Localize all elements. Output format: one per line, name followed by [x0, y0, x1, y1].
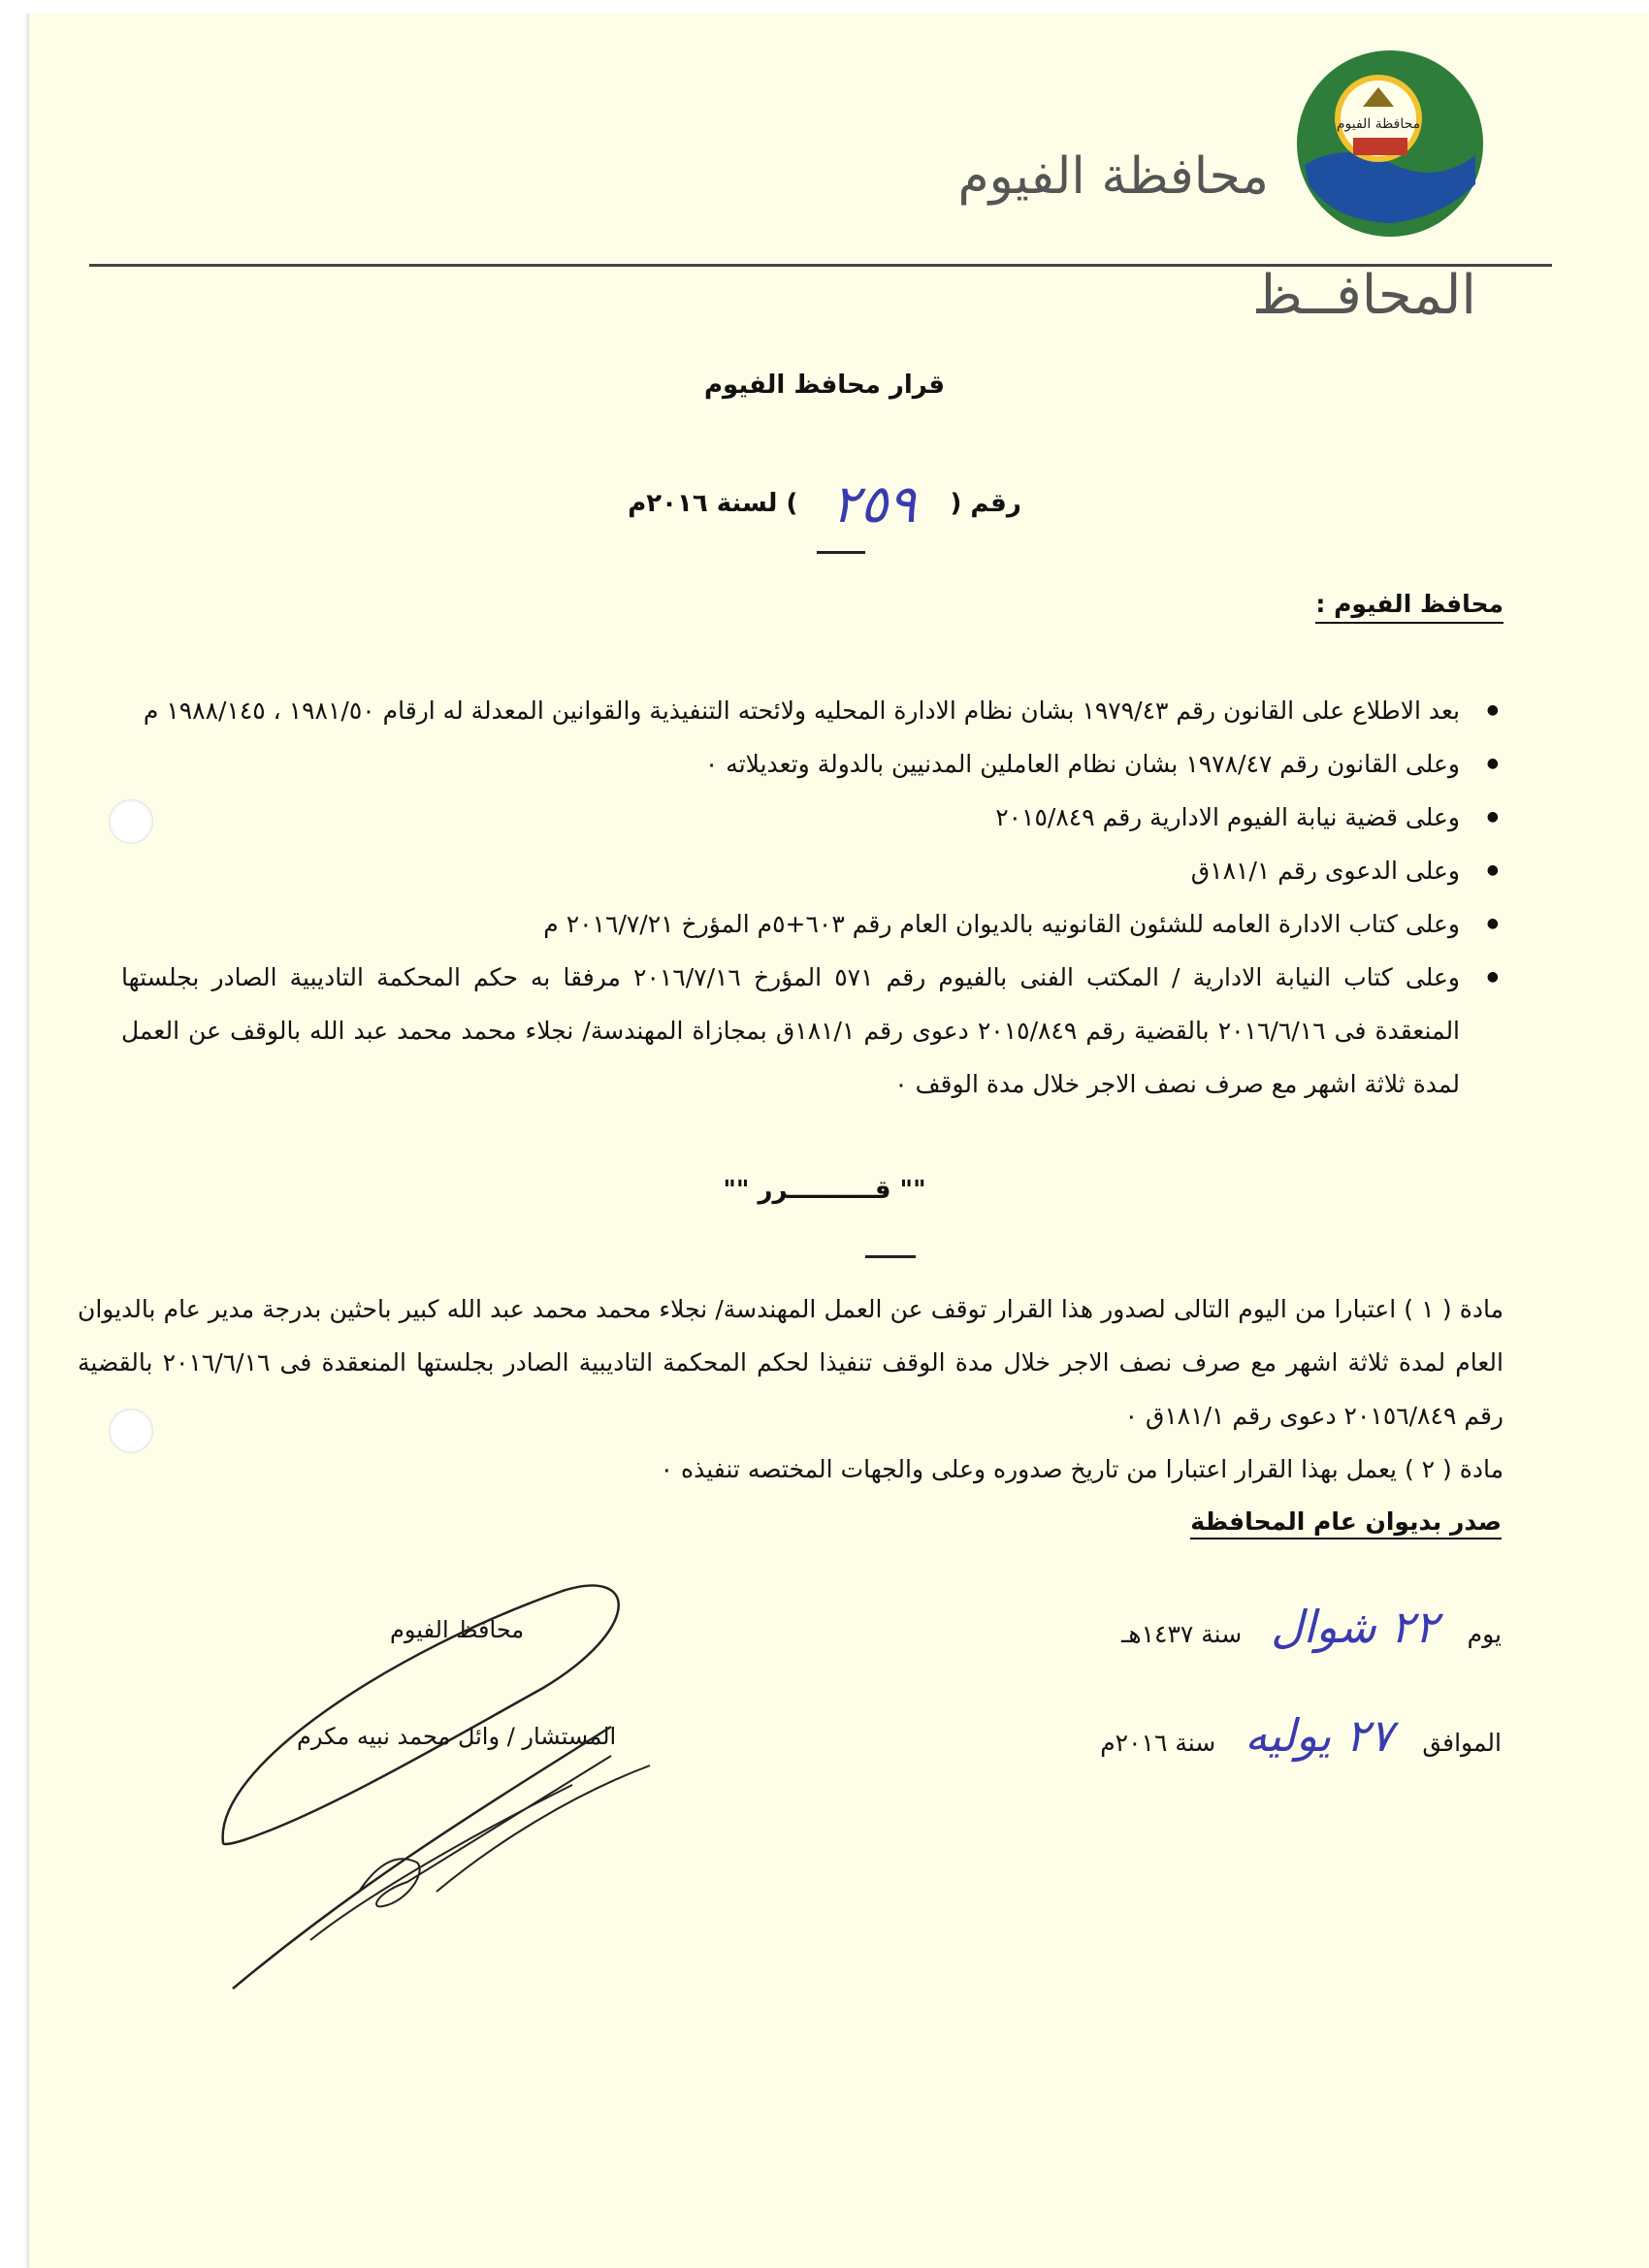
clause-item: ● وعلى كتاب النيابة الادارية / المكتب الفنى بالفيوم رقم ٥٧١ المؤرخ ٢٠١٦/٧/١٦ مرفقا به حكم المحكمة التاديبية الصادر بجلستها المنعقدة فى ٢٠١٦/٦/١٦ بالقضية رقم ٢٠١٥/٨٤٩ دعوى رقم ١٨١/١ق بمجازاة المهندسة/ نجلاء محمد محمد عبد الله بالوقف عن العمل لمدة ثلاثة اشهر مع صرف نصف الاجر خلال مدة الوقف ٠	[121, 951, 1499, 1111]
governorate-logo	[1295, 49, 1485, 239]
handwritten-signature	[204, 1571, 824, 2008]
issued-at: صدر بديوان عام المحافظة	[1190, 1507, 1502, 1539]
decree-title: قرار محافظ الفيوم	[703, 371, 945, 400]
office-title: المحافــظ	[1252, 264, 1476, 327]
clause-item: ● بعد الاطلاع على القانون رقم ١٩٧٩/٤٣ بشان نظام الادارة المحليه ولائحته التنفيذية والقوانين المعدلة له ارقام ١٩٨١/٥٠ ، ١٩٨٨/١٤٥ م	[121, 684, 1499, 737]
gregorian-year: سنة ٢٠١٦م	[1100, 1729, 1216, 1757]
addressee	[146, 577, 1504, 631]
clause-item: ● وعلى قضية نيابة الفيوم الادارية رقم ٢٠١٥/٨٤٩	[121, 791, 1499, 844]
logo-text: محافظة الفيوم	[1336, 116, 1421, 132]
page-top-edge	[0, 0, 1649, 14]
hijri-date-row	[958, 1601, 1502, 1653]
hijri-year: سنة ١٤٣٧هـ	[1121, 1620, 1243, 1648]
separator-dash	[865, 1255, 916, 1258]
decree-number-suffix: ) لسنة ٢٠١٦م	[628, 489, 798, 518]
clause-item: ● وعلى كتاب الادارة العامه للشئون القانونيه بالديوان العام رقم ٦٠٣+٥م المؤرخ ٢٠١٦/٧/٢١ م	[121, 897, 1499, 951]
clause-item: ● وعلى الدعوى رقم ١٨١/١ق	[121, 844, 1499, 897]
clauses-list	[121, 684, 1499, 1111]
signatory-title: محافظ الفيوم	[390, 1616, 525, 1643]
articles	[78, 1282, 1504, 1496]
gregorian-date-row	[958, 1709, 1502, 1762]
article-2: مادة ( ٢ ) يعمل بهذا القرار اعتبارا من تاريخ صدوره وعلى والجهات المختصه تنفيذه ٠	[660, 1455, 1504, 1483]
decided-heading: "" قــــــــــرر ""	[723, 1176, 926, 1205]
signatory-name: المستشار / وائل محمد نبيه مكرم	[297, 1723, 617, 1750]
governorate-name: محافظة الفيوم	[957, 147, 1269, 206]
clause-item: ● وعلى القانون رقم ١٩٧٨/٤٧ بشان نظام العاملين المدنيين بالدولة وتعديلاته ٠	[121, 737, 1499, 791]
hijri-label: يوم	[1467, 1620, 1502, 1648]
gregorian-label: الموافق	[1422, 1729, 1502, 1757]
addressee-label: محافظ الفيوم :	[1315, 590, 1504, 624]
gregorian-handwritten: ٢٧ يوليه	[1245, 1709, 1394, 1762]
hijri-handwritten: ٢٢ شوال	[1271, 1601, 1439, 1653]
decree-number-handwritten: ٢٥٩	[831, 473, 917, 535]
separator-dash	[817, 551, 865, 554]
decree-number-prefix: رقم (	[950, 489, 1021, 518]
decree-number-line	[0, 473, 1649, 535]
article-1: مادة ( ١ ) اعتبارا من اليوم التالى لصدور هذا القرار توقف عن العمل المهندسة/ نجلاء محمد محمد عبد الله كبير باحثين بدرجة مدير عام بالديوان العام لمدة ثلاثة اشهر مع صرف نصف الاجر خلال مدة الوقف تنفيذا لحكم المحكمة التاديبية الصادر بجلستها المنعقدة فى ٢٠١٦/٦/١٦ بالقضية رقم ٢٠١٥٦/٨٤٩ دعوى رقم ١٨١/١ق ٠	[78, 1295, 1504, 1430]
